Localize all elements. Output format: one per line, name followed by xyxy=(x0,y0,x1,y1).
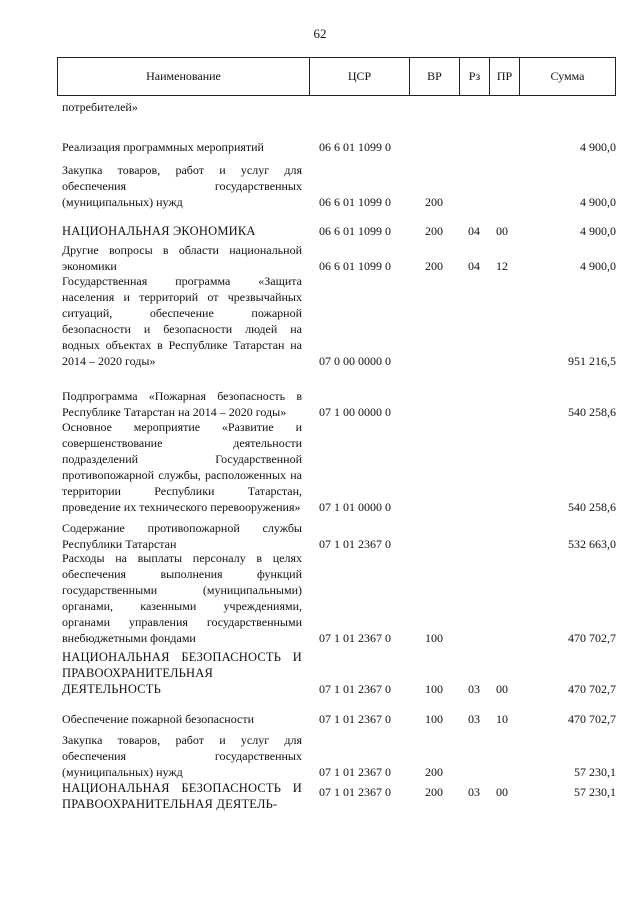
row-csr: 07 1 01 2367 0 xyxy=(319,537,391,551)
row-pr: 00 xyxy=(496,682,508,696)
header-pr: ПР xyxy=(490,58,520,95)
header-name: Наименование xyxy=(58,58,310,95)
row-csr: 07 1 01 2367 0 xyxy=(319,631,391,645)
row-rz: 03 xyxy=(468,785,480,799)
row-pr: 12 xyxy=(496,259,508,273)
row-csr: 06 6 01 1099 0 xyxy=(319,195,391,209)
row-csr: 07 1 01 0000 0 xyxy=(319,500,391,514)
row-sum: 57 230,1 xyxy=(574,785,616,799)
row-sum: 4 900,0 xyxy=(580,224,616,238)
row-sum: 540 258,6 xyxy=(568,500,616,514)
row-sum: 470 702,7 xyxy=(568,712,616,726)
row-csr: 07 0 00 0000 0 xyxy=(319,354,391,368)
table-row xyxy=(62,650,616,697)
row-rz: 04 xyxy=(468,224,480,238)
table-row xyxy=(62,781,616,812)
row-pr: 00 xyxy=(496,785,508,799)
row-name: Закупка товаров, работ и услуг для обеспечения государственных (муниципальных) нужд xyxy=(62,733,302,779)
row-sum: 532 663,0 xyxy=(568,537,616,551)
row-sum: 4 900,0 xyxy=(580,140,616,154)
header-vr: ВР xyxy=(410,58,460,95)
row-name: Расходы на выплаты персоналу в целях обеспечения выполнения функций государственными (муниципальными) органами, казенными учреждениями, органами управления государственными внебюджетными фондами xyxy=(62,551,302,645)
row-sum: 951 216,5 xyxy=(568,354,616,368)
row-vr: 200 xyxy=(425,195,443,209)
header-rz: Рз xyxy=(460,58,490,95)
table-row xyxy=(62,162,616,210)
continued-text-fragment: потребителей» xyxy=(62,100,138,114)
row-sum: 57 230,1 xyxy=(574,765,616,779)
row-name: НАЦИОНАЛЬНАЯ ЭКОНОМИКА xyxy=(62,224,256,238)
row-name: Другие вопросы в области национальной экономики xyxy=(62,243,302,273)
row-name: Подпрограмма «Пожарная безопасность в Республике Татарстан на 2014 – 2020 годы» xyxy=(62,389,302,419)
row-csr: 07 1 01 2367 0 xyxy=(319,682,391,696)
table-row xyxy=(62,420,616,515)
row-vr: 100 xyxy=(425,712,443,726)
table-row xyxy=(62,551,616,646)
row-vr: 200 xyxy=(425,785,443,799)
row-vr: 100 xyxy=(425,631,443,645)
table-row xyxy=(62,274,616,369)
row-rz: 03 xyxy=(468,682,480,696)
row-name: Реализация программных мероприятий xyxy=(62,140,264,154)
row-sum: 470 702,7 xyxy=(568,682,616,696)
row-sum: 4 900,0 xyxy=(580,259,616,273)
row-csr: 06 6 01 1099 0 xyxy=(319,140,391,154)
table-row xyxy=(62,242,616,274)
row-vr: 100 xyxy=(425,682,443,696)
row-name: НАЦИОНАЛЬНАЯ БЕЗОПАСНОСТЬ И ПРАВООХРАНИТЕЛЬНАЯ ДЕЯТЕЛЬНОСТЬ xyxy=(62,650,302,696)
row-csr: 06 6 01 1099 0 xyxy=(319,224,391,238)
row-sum: 470 702,7 xyxy=(568,631,616,645)
row-rz: 04 xyxy=(468,259,480,273)
row-vr: 200 xyxy=(425,765,443,779)
table-row xyxy=(62,376,616,420)
row-sum: 540 258,6 xyxy=(568,405,616,419)
row-name: Обеспечение пожарной безопасности xyxy=(62,712,255,726)
row-name: Основное мероприятие «Развитие и совершенствование деятельности подразделений Государственной противопожарной службы, расположенных на территории Республики Татарстан, проведение их технического перевооружения» xyxy=(62,420,302,514)
row-csr: 07 1 01 2367 0 xyxy=(319,785,391,799)
table-row xyxy=(62,221,616,239)
row-vr: 200 xyxy=(425,224,443,238)
row-rz: 03 xyxy=(468,712,480,726)
row-pr: 00 xyxy=(496,224,508,238)
page-number: 62 xyxy=(313,26,327,41)
table-row xyxy=(62,711,616,727)
table-row xyxy=(62,139,616,155)
header-sum: Сумма xyxy=(550,69,585,83)
table-row xyxy=(62,520,616,552)
row-csr: 07 1 00 0000 0 xyxy=(319,405,391,419)
table-row xyxy=(62,732,616,780)
table-header xyxy=(57,57,616,96)
row-name: Закупка товаров, работ и услуг для обеспечения государственных (муниципальных) нужд xyxy=(62,163,302,209)
row-pr: 10 xyxy=(496,712,508,726)
row-name: НАЦИОНАЛЬНАЯ БЕЗОПАСНОСТЬ И ПРАВООХРАНИТЕЛЬНАЯ ДЕЯТЕЛЬ- xyxy=(62,781,302,811)
row-vr: 200 xyxy=(425,259,443,273)
row-sum: 4 900,0 xyxy=(580,195,616,209)
row-csr: 07 1 01 2367 0 xyxy=(319,712,391,726)
row-csr: 06 6 01 1099 0 xyxy=(319,259,391,273)
header-csr: ЦСР xyxy=(310,58,410,95)
row-name: Государственная программа «Защита населения и территорий от чрезвычайных ситуаций, обеспечение пожарной безопасности и безопасности людей на водных объектах в Республике Татарстан на 2014 – 2020 годы» xyxy=(62,274,302,368)
row-name: Содержание противопожарной службы Республики Татарстан xyxy=(62,521,302,551)
row-csr: 07 1 01 2367 0 xyxy=(319,765,391,779)
